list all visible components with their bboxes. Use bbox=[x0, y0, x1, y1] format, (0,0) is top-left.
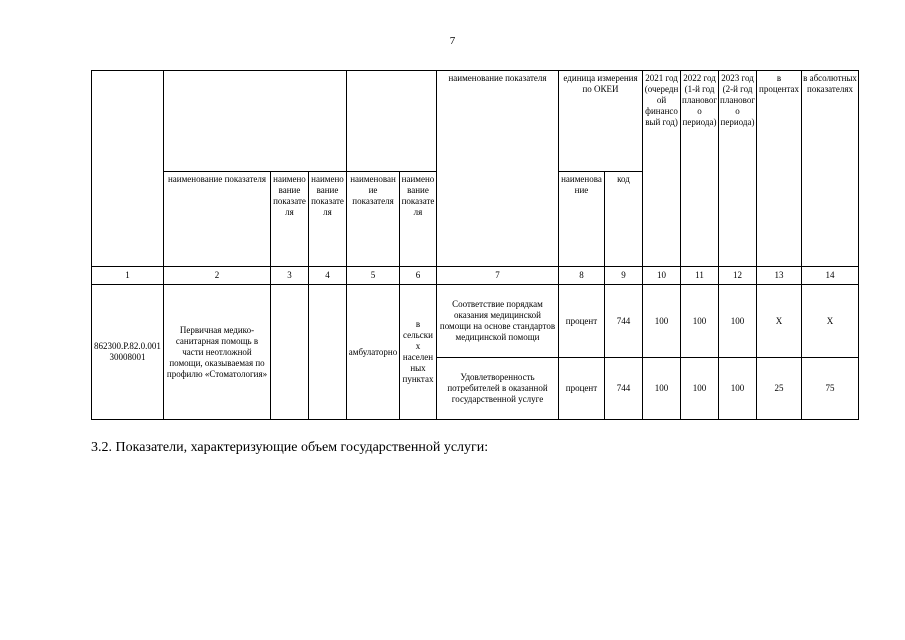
header-in-percent: в процентах bbox=[757, 71, 802, 267]
indicator-2021-2: 100 bbox=[643, 358, 681, 420]
col4-cell bbox=[309, 285, 347, 420]
indicator-pct-1: Х bbox=[757, 285, 802, 358]
header-unit-code: код bbox=[605, 172, 643, 267]
indicator-2022-2: 100 bbox=[681, 358, 719, 420]
header-sub-4: наименование показателя bbox=[309, 172, 347, 267]
condition-cell: амбулаторно bbox=[347, 285, 400, 420]
column-number: 13 bbox=[757, 267, 802, 285]
column-number: 1 bbox=[92, 267, 164, 285]
col3-cell bbox=[271, 285, 309, 420]
quality-indicators-table bbox=[91, 70, 859, 420]
service-name: Первичная медико-санитарная помощь в части неотложной помощи, оказываемая по профилю «Стоматология» bbox=[164, 285, 271, 420]
indicator-name-2: Удовлетворенность потребителей в оказанной государственной услуге bbox=[437, 358, 559, 420]
header-blank-2 bbox=[164, 71, 347, 172]
column-number: 3 bbox=[271, 267, 309, 285]
header-year-2022: 2022 год (1-й год планового периода) bbox=[681, 71, 719, 267]
page-number: 7 bbox=[449, 35, 456, 47]
indicator-pct-2: 25 bbox=[757, 358, 802, 420]
indicator-abs-2: 75 bbox=[802, 358, 859, 420]
column-number: 14 bbox=[802, 267, 859, 285]
header-year-2023: 2023 год (2-й год планового периода) bbox=[719, 71, 757, 267]
indicator-unit-1: процент bbox=[559, 285, 605, 358]
column-number-row bbox=[92, 267, 859, 285]
header-sub-indicator-name: наименование показателя bbox=[164, 172, 271, 267]
column-number: 12 bbox=[719, 267, 757, 285]
indicator-2022-1: 100 bbox=[681, 285, 719, 358]
indicator-name-1: Соответствие порядкам оказания медицинской помощи на основе стандартов медицинской помощи bbox=[437, 285, 559, 358]
indicator-code-2: 744 bbox=[605, 358, 643, 420]
header-blank-1 bbox=[92, 71, 164, 267]
indicator-2023-1: 100 bbox=[719, 285, 757, 358]
column-number: 11 bbox=[681, 267, 719, 285]
column-number: 5 bbox=[347, 267, 400, 285]
registry-code: 862300.Р.82.0.00130008001 bbox=[92, 285, 164, 420]
header-sub-5: наименование показателя bbox=[347, 172, 400, 267]
header-sub-3: наименование показателя bbox=[271, 172, 309, 267]
indicator-2021-1: 100 bbox=[643, 285, 681, 358]
column-number: 2 bbox=[164, 267, 271, 285]
column-number: 7 bbox=[437, 267, 559, 285]
column-number: 8 bbox=[559, 267, 605, 285]
indicator-abs-1: Х bbox=[802, 285, 859, 358]
indicator-unit-2: процент bbox=[559, 358, 605, 420]
header-year-2021: 2021 год (очередной финансовый год) bbox=[643, 71, 681, 267]
column-number: 10 bbox=[643, 267, 681, 285]
header-blank-3 bbox=[347, 71, 437, 172]
place-cell: в сельских населенных пунктах bbox=[400, 285, 437, 420]
column-number: 6 bbox=[400, 267, 437, 285]
column-number: 4 bbox=[309, 267, 347, 285]
header-unit-okei: единица измерения по ОКЕИ bbox=[559, 71, 643, 172]
header-indicator-name: наименование показателя bbox=[437, 71, 559, 267]
section-heading: 3.2. Показатели, характеризующие объем государственной услуги: bbox=[91, 440, 489, 455]
indicator-code-1: 744 bbox=[605, 285, 643, 358]
column-number: 9 bbox=[605, 267, 643, 285]
header-unit-name: наименование bbox=[559, 172, 605, 267]
header-sub-6: наименование показателя bbox=[400, 172, 437, 267]
header-in-absolute: в абсолютных показателях bbox=[802, 71, 859, 267]
indicator-2023-2: 100 bbox=[719, 358, 757, 420]
